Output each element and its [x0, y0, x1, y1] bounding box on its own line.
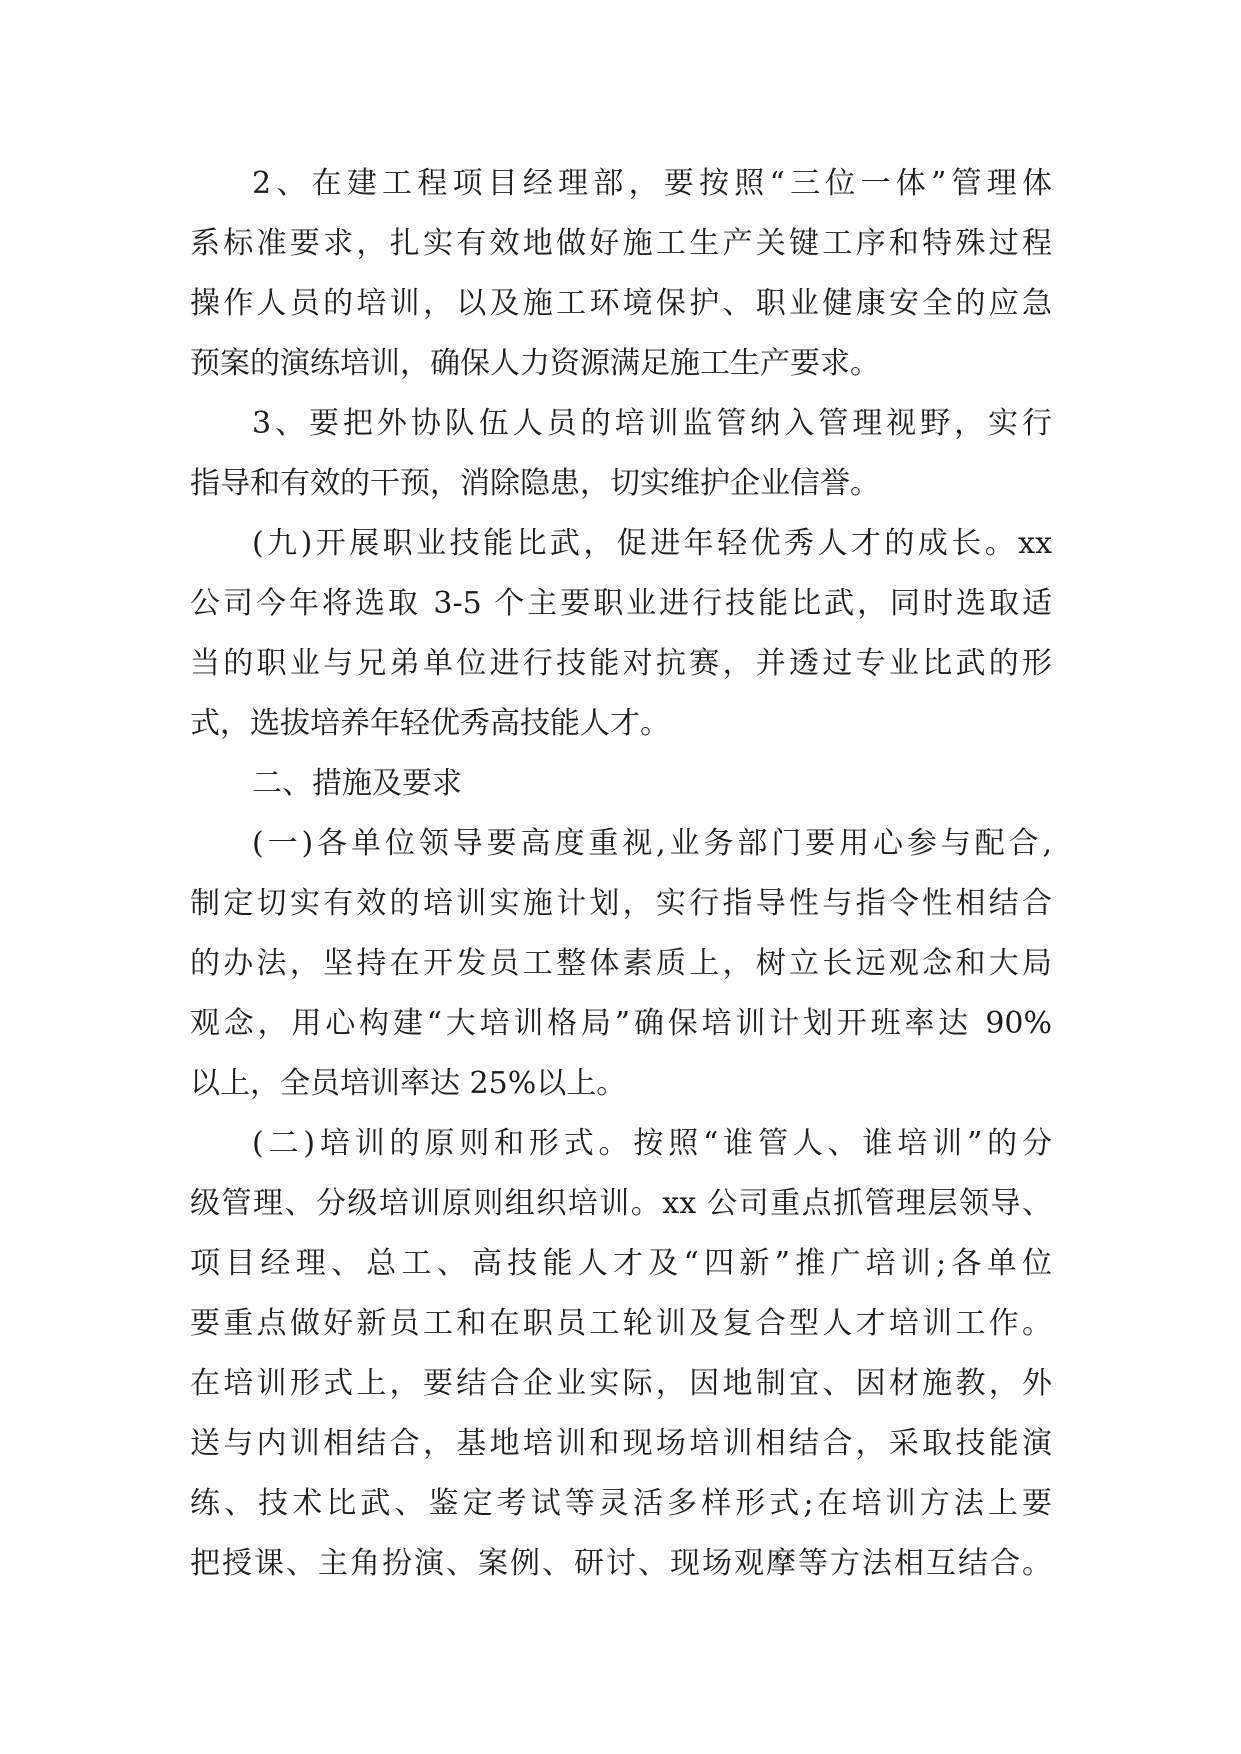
- paragraph-line: (二)培训的原则和形式。按照“谁管人、谁培训”的分: [252, 1126, 1052, 1161]
- paragraph-line: 送与内训相结合，基地培训和现场培训相结合，采取技能演: [190, 1426, 1052, 1461]
- paragraph-line: 以上，全员培训率达 25%以上。: [190, 1066, 627, 1101]
- paragraph-line: 3、要把外协队伍人员的培训监管纳入管理视野，实行: [252, 406, 1052, 441]
- paragraph-line: 2、在建工程项目经理部，要按照“三位一体”管理体: [252, 166, 1052, 201]
- paragraph-line: (九)开展职业技能比武，促进年轻优秀人才的成长。xx: [252, 526, 1052, 561]
- paragraph-line: 指导和有效的干预，消除隐患，切实维护企业信誉。: [190, 466, 880, 501]
- paragraph-line: 观念，用心构建“大培训格局”确保培训计划开班率达 90%: [190, 1006, 1052, 1041]
- paragraph-line: 项目经理、总工、高技能人才及“四新”推广培训;各单位: [190, 1246, 1052, 1281]
- paragraph-line: 在培训形式上，要结合企业实际，因地制宜、因材施教，外: [190, 1366, 1052, 1401]
- paragraph-line: 系标准要求，扎实有效地做好施工生产关键工序和特殊过程: [190, 226, 1052, 261]
- paragraph-line: 操作人员的培训，以及施工环境保护、职业健康安全的应急: [190, 286, 1052, 321]
- paragraph-line: 把授课、主角扮演、案例、研讨、现场观摩等方法相互结合。: [190, 1546, 1052, 1581]
- paragraph-line: 练、技术比武、鉴定考试等灵活多样形式;在培训方法上要: [190, 1486, 1052, 1521]
- paragraph-line: 公司今年将选取 3-5 个主要职业进行技能比武，同时选取适: [190, 586, 1052, 621]
- paragraph-line: (一)各单位领导要高度重视,业务部门要用心参与配合,: [252, 826, 1052, 861]
- paragraph-line: 当的职业与兄弟单位进行技能对抗赛，并透过专业比武的形: [190, 646, 1052, 681]
- paragraph-line: 要重点做好新员工和在职员工轮训及复合型人才培训工作。: [190, 1306, 1052, 1341]
- paragraph-line: 的办法，坚持在开发员工整体素质上，树立长远观念和大局: [190, 946, 1052, 981]
- paragraph-line: 级管理、分级培训原则组织培训。xx 公司重点抓管理层领导、: [190, 1186, 1052, 1221]
- paragraph-line: 式，选拔培养年轻优秀高技能人才。: [190, 706, 670, 741]
- paragraph-line: 制定切实有效的培训实施计划，实行指导性与指令性相结合: [190, 886, 1052, 921]
- paragraph-line: 预案的演练培训，确保人力资源满足施工生产要求。: [190, 346, 880, 381]
- section-heading: 二、措施及要求: [252, 766, 462, 801]
